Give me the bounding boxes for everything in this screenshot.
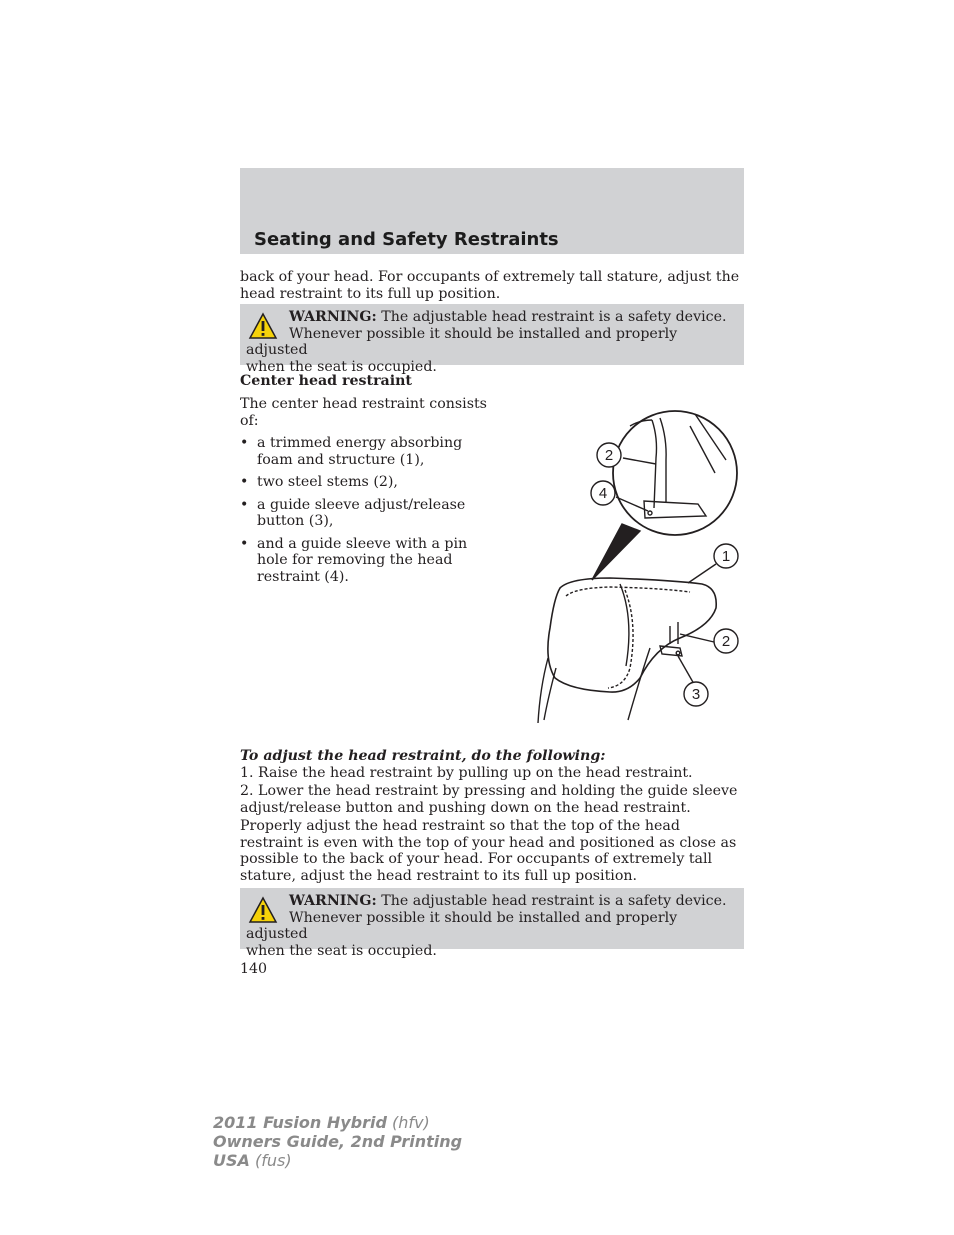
center-restraint-heading: Center head restraint [240,373,412,389]
warning-label: WARNING: [289,309,377,325]
footer-model-code: (hfv) [392,1113,430,1132]
warning-text-1 [246,309,734,375]
callout-label: 2 [604,447,614,464]
section-header [240,168,744,254]
footer-edition: Owners Guide, 2nd Printing [213,1132,463,1151]
head-restraint-illustration [530,398,750,723]
callout-label: 3 [691,686,701,703]
component-list [240,435,500,591]
adjust-step-1: 1. Raise the head restraint by pulling up on the head restraint. [240,765,693,781]
adjust-step-2: 2. Lower the head restraint by pressing and holding the guide sleeve adjust/release button and pushing down on the head restraint. [240,783,738,816]
list-item: • and a guide sleeve with a pin hole for removing the head restraint (4). [240,535,468,585]
footer-model: 2011 Fusion Hybrid [213,1113,387,1132]
warning-line2: Whenever possible it should be installed and properly adjusted [246,909,678,942]
adjust-heading: To adjust the head restraint, do the following: [240,748,606,764]
callout-label: 4 [598,485,608,502]
list-item: • two steel stems (2), [240,474,398,490]
footer-market: USA [213,1151,250,1170]
list-item: • a trimmed energy absorbing foam and structure (1), [240,435,463,468]
warning-line3: when the seat is occupied. [246,942,437,959]
warning-line1: The adjustable head restraint is a safety device. [381,309,727,325]
list-item: • a guide sleeve adjust/release button (3), [240,496,466,529]
warning-line1: The adjustable head restraint is a safety device. [381,893,727,909]
warning-box-2 [240,888,744,959]
warning-label: WARNING: [289,893,377,909]
document-footer [213,1113,462,1170]
callout-label: 2 [721,633,731,650]
center-restraint-intro: The center head restraint consists of: [240,396,487,429]
intro-continuation: back of your head. For occupants of extremely tall stature, adjust the head restraint to its full up position. [240,269,740,302]
warning-text-2 [246,893,734,959]
warning-line3: when the seat is occupied. [246,358,437,375]
warning-line2: Whenever possible it should be installed and properly adjusted [246,325,678,358]
page-number: 140 [240,961,268,977]
adjust-paragraph: Properly adjust the head restraint so that the top of the head restraint is even with the top of your head and positioned as close as possible to the back of your head. For occupants of extremely tall stature, adjust the head restraint to its full up position. [240,818,737,884]
footer-market-code: (fus) [255,1151,292,1170]
section-title: Seating and Safety Restraints [254,229,559,250]
warning-box-1 [240,304,744,375]
callout-label: 1 [721,548,731,565]
